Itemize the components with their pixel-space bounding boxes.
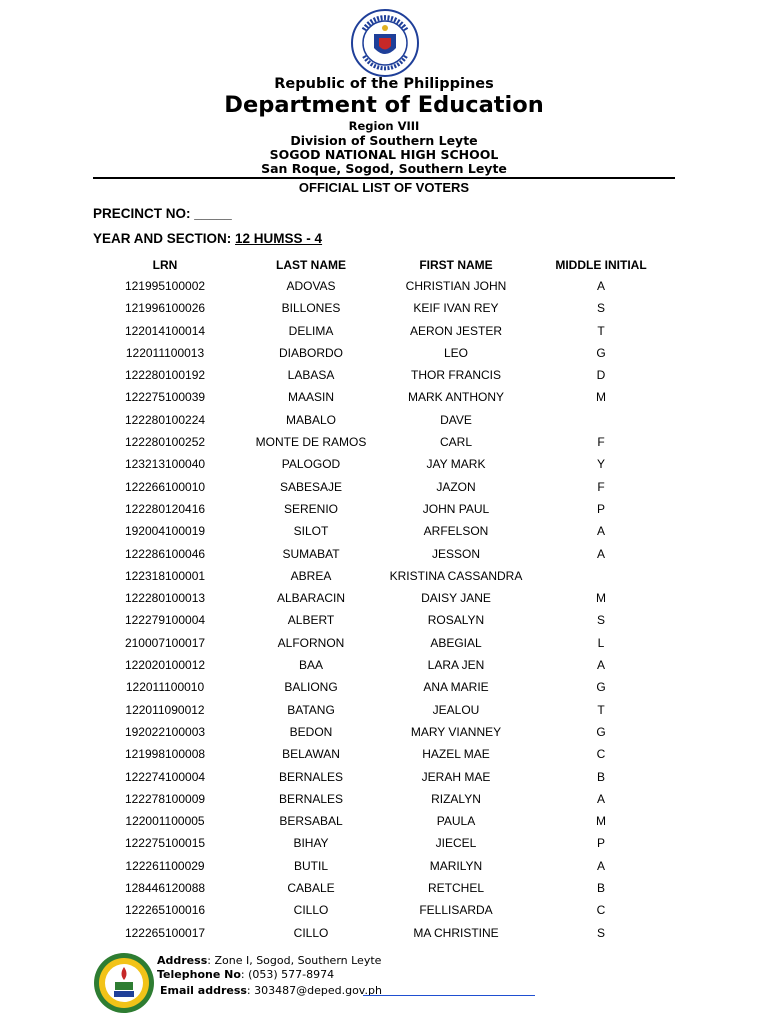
column-header-lrn: LRN xyxy=(152,258,178,272)
first-name-cell: MA CHRISTINE xyxy=(413,925,499,940)
lrn-cell: 122280100192 xyxy=(124,368,206,383)
lrn-cell: 122318100001 xyxy=(124,568,206,583)
last-name-cell: BUTIL xyxy=(293,858,328,873)
first-name-cell: ARFELSON xyxy=(423,524,489,539)
last-name-cell: MONTE DE RAMOS xyxy=(255,435,367,450)
last-name-cell: ADOVAS xyxy=(286,279,336,293)
last-name-cell: SILOT xyxy=(293,524,329,539)
middle-initial-cell: S xyxy=(596,613,605,628)
table-row xyxy=(0,855,768,877)
table-row xyxy=(0,632,768,654)
lrn-cell: 122274100004 xyxy=(124,769,206,784)
table-row xyxy=(0,431,768,453)
first-name-cell: FELLISARDA xyxy=(419,903,493,918)
last-name-cell: BAA xyxy=(298,658,323,673)
table-row xyxy=(0,386,768,408)
year-section-label: YEAR AND SECTION: xyxy=(93,231,232,246)
lrn-cell: 121996100026 xyxy=(124,301,206,316)
first-name-cell: MARY VIANNEY xyxy=(410,724,502,739)
lrn-cell: 122011090012 xyxy=(125,702,205,717)
last-name-cell: BIHAY xyxy=(293,836,329,851)
email-underline xyxy=(363,995,535,996)
footer-email-value: : 303487@deped.gov.ph xyxy=(246,984,382,997)
first-name-cell: JOHN PAUL xyxy=(422,501,490,516)
lrn-cell: 122265100016 xyxy=(124,903,206,918)
header-republic: Republic of the Philippines xyxy=(274,76,494,92)
first-name-cell: AERON JESTER xyxy=(409,323,502,338)
lrn-cell: 210007100017 xyxy=(124,635,206,650)
first-name-cell: PAULA xyxy=(436,814,476,829)
table-row xyxy=(0,364,768,386)
middle-initial-cell: A xyxy=(596,658,605,673)
header-department: Department of Education xyxy=(224,92,544,118)
lrn-cell: 192022100003 xyxy=(124,724,206,739)
last-name-cell: ALBERT xyxy=(287,613,335,628)
middle-initial-cell: L xyxy=(597,635,605,650)
table-row xyxy=(0,877,768,899)
first-name-cell: KEIF IVAN REY xyxy=(413,301,499,316)
last-name-cell: BERNALES xyxy=(278,791,344,806)
last-name-cell: LABASA xyxy=(287,368,335,383)
lrn-cell: 192004100019 xyxy=(124,524,206,539)
middle-initial-cell: T xyxy=(597,702,605,717)
table-row xyxy=(0,409,768,431)
last-name-cell: BERNALES xyxy=(278,769,344,784)
middle-initial-cell: A xyxy=(596,524,605,539)
last-name-cell: SABESAJE xyxy=(279,479,343,494)
table-row xyxy=(0,342,768,364)
precinct-line xyxy=(93,206,232,221)
table-row xyxy=(0,275,768,297)
middle-initial-cell: A xyxy=(596,279,605,293)
footer-email-label: Email address xyxy=(160,984,247,997)
lrn-cell: 122280100252 xyxy=(124,435,206,450)
first-name-cell: RIZALYN xyxy=(431,791,481,806)
middle-initial-cell: S xyxy=(596,301,605,316)
lrn-cell: 122265100017 xyxy=(124,925,206,940)
first-name-cell: MARK ANTHONY xyxy=(407,390,504,405)
first-name-cell: JAY MARK xyxy=(426,457,486,472)
table-row xyxy=(0,766,768,788)
column-header-last-name: LAST NAME xyxy=(276,258,346,272)
table-row xyxy=(0,297,768,319)
first-name-cell: LEO xyxy=(443,345,468,360)
lrn-cell: 122275100039 xyxy=(124,390,206,405)
first-name-cell: DAVE xyxy=(440,412,472,427)
last-name-cell: MAASIN xyxy=(287,390,334,405)
last-name-cell: DELIMA xyxy=(288,323,334,338)
first-name-cell: JERAH MAE xyxy=(421,769,491,784)
header-address: San Roque, Sogod, Southern Leyte xyxy=(261,161,507,176)
table-row xyxy=(0,699,768,721)
lrn-cell: 122020100012 xyxy=(124,658,206,673)
middle-initial-cell: F xyxy=(597,435,605,450)
table-row xyxy=(0,543,768,565)
last-name-cell: SUMABAT xyxy=(282,546,340,561)
last-name-cell: ALFORNON xyxy=(277,635,345,650)
footer-telephone-label: Telephone No xyxy=(157,968,241,981)
school-logo-icon xyxy=(93,952,155,1014)
table-row xyxy=(0,743,768,765)
middle-initial-cell: G xyxy=(596,724,606,739)
first-name-cell: DAISY JANE xyxy=(421,591,491,606)
first-name-cell: THOR FRANCIS xyxy=(411,368,501,383)
table-row xyxy=(0,922,768,944)
middle-initial-cell: M xyxy=(596,591,606,606)
table-row xyxy=(0,609,768,631)
table-row xyxy=(0,832,768,854)
footer-address xyxy=(157,954,381,967)
last-name-cell: CILLO xyxy=(293,925,329,940)
last-name-cell: ABREA xyxy=(290,568,332,583)
middle-initial-cell: G xyxy=(596,345,606,360)
lrn-cell: 122011100010 xyxy=(125,680,205,695)
table-row xyxy=(0,498,768,520)
middle-initial-cell: A xyxy=(596,546,605,561)
header-divider xyxy=(93,177,675,179)
middle-initial-cell: F xyxy=(597,479,605,494)
last-name-cell: BATANG xyxy=(287,702,335,717)
lrn-cell: 128446120088 xyxy=(124,881,206,896)
last-name-cell: BELAWAN xyxy=(282,747,340,762)
column-header-first-name: FIRST NAME xyxy=(419,258,493,272)
table-row xyxy=(0,676,768,698)
footer-address-value: : Zone I, Sogod, Southern Leyte xyxy=(207,954,382,967)
footer-telephone xyxy=(157,968,334,981)
middle-initial-cell: M xyxy=(596,814,606,829)
first-name-cell: JESSON xyxy=(431,546,480,561)
first-name-cell: JEALOU xyxy=(432,702,480,717)
footer-telephone-value: : (053) 577-8974 xyxy=(240,968,335,981)
last-name-cell: DIABORDO xyxy=(278,345,343,360)
middle-initial-cell: B xyxy=(596,881,605,896)
middle-initial-cell: M xyxy=(596,390,606,405)
precinct-value: _____ xyxy=(194,206,232,221)
year-section-line xyxy=(93,231,322,246)
first-name-cell: LARA JEN xyxy=(427,658,485,673)
first-name-cell: RETCHEL xyxy=(427,881,484,896)
middle-initial-cell: P xyxy=(596,836,605,851)
footer-address-label: Address xyxy=(157,954,208,967)
header-region: Region VIII xyxy=(348,119,420,133)
lrn-cell: 122280120416 xyxy=(124,501,206,516)
lrn-cell: 122014100014 xyxy=(124,323,206,338)
lrn-cell: 122279100004 xyxy=(124,613,206,628)
last-name-cell: BERSABAL xyxy=(279,814,343,829)
last-name-cell: SERENIO xyxy=(283,501,338,516)
first-name-cell: ANA MARIE xyxy=(423,680,489,695)
lrn-cell: 122275100015 xyxy=(124,836,206,851)
footer-email xyxy=(160,984,382,997)
first-name-cell: ROSALYN xyxy=(427,613,485,628)
last-name-cell: CABALE xyxy=(287,881,335,896)
last-name-cell: PALOGOD xyxy=(281,457,341,472)
column-header-middle-initial: MIDDLE INITIAL xyxy=(555,258,647,272)
middle-initial-cell: C xyxy=(596,747,606,762)
middle-initial-cell: D xyxy=(596,368,606,383)
first-name-cell: JIECEL xyxy=(435,836,477,851)
table-row xyxy=(0,654,768,676)
last-name-cell: BILLONES xyxy=(281,301,341,316)
lrn-cell: 123213100040 xyxy=(124,457,206,472)
header-school: SOGOD NATIONAL HIGH SCHOOL xyxy=(269,147,499,162)
year-section-value: 12 HUMSS - 4 xyxy=(235,231,323,246)
first-name-cell: CHRISTIAN JOHN xyxy=(405,279,507,293)
table-row xyxy=(0,520,768,542)
lrn-cell: 122280100013 xyxy=(124,591,206,606)
last-name-cell: MABALO xyxy=(285,412,336,427)
lrn-cell: 121995100002 xyxy=(124,279,206,293)
middle-initial-cell: B xyxy=(596,769,605,784)
table-row xyxy=(0,899,768,921)
middle-initial-cell: G xyxy=(596,680,606,695)
table-row xyxy=(0,320,768,342)
lrn-cell: 122286100046 xyxy=(124,546,206,561)
middle-initial-cell: A xyxy=(596,791,605,806)
table-row xyxy=(0,788,768,810)
table-row xyxy=(0,810,768,832)
table-row xyxy=(0,587,768,609)
first-name-cell: KRISTINA CASSANDRA xyxy=(389,568,523,583)
table-row xyxy=(0,721,768,743)
last-name-cell: BEDON xyxy=(289,724,333,739)
last-name-cell: CILLO xyxy=(293,903,329,918)
middle-initial-cell: Y xyxy=(596,457,605,472)
lrn-cell: 122278100009 xyxy=(124,791,206,806)
first-name-cell: JAZON xyxy=(436,479,476,494)
middle-initial-cell: A xyxy=(596,858,605,873)
lrn-cell: 121998100008 xyxy=(124,747,206,762)
lrn-cell: 122001100005 xyxy=(125,814,205,829)
lrn-cell: 122011100013 xyxy=(125,345,205,360)
table-row xyxy=(0,476,768,498)
precinct-label: PRECINCT NO: xyxy=(93,206,191,221)
deped-seal-icon xyxy=(350,8,420,78)
first-name-cell: CARL xyxy=(439,435,472,450)
header-division: Division of Southern Leyte xyxy=(290,133,478,148)
lrn-cell: 122266100010 xyxy=(124,479,206,494)
middle-initial-cell: C xyxy=(596,903,606,918)
lrn-cell: 122280100224 xyxy=(124,412,206,427)
first-name-cell: MARILYN xyxy=(429,858,483,873)
last-name-cell: ALBARACIN xyxy=(276,591,346,606)
middle-initial-cell: S xyxy=(596,925,605,940)
table-row xyxy=(0,453,768,475)
first-name-cell: HAZEL MAE xyxy=(422,747,490,762)
document-title: OFFICIAL LIST OF VOTERS xyxy=(298,180,470,195)
voter-table xyxy=(0,275,768,944)
last-name-cell: BALIONG xyxy=(284,680,338,695)
lrn-cell: 122261100029 xyxy=(125,858,205,873)
table-row xyxy=(0,565,768,587)
first-name-cell: ABEGIAL xyxy=(430,635,482,650)
middle-initial-cell: T xyxy=(597,323,605,338)
middle-initial-cell: P xyxy=(596,501,605,516)
